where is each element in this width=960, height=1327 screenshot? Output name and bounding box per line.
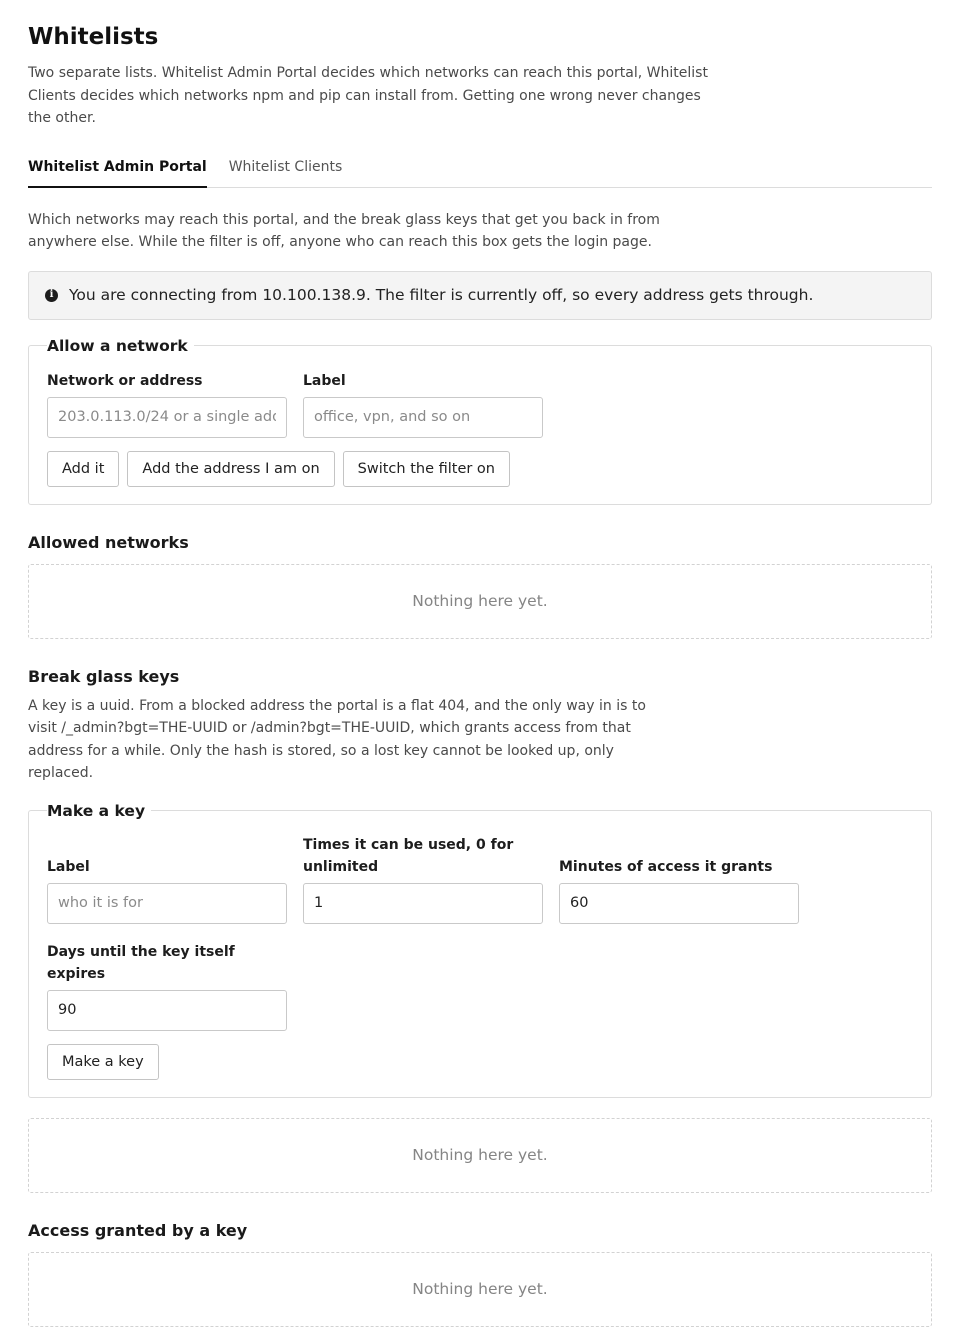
add-network-button[interactable]: Add it (47, 451, 119, 487)
network-input[interactable] (47, 397, 287, 438)
connection-notice (28, 271, 932, 320)
make-key-legend: Make a key (47, 801, 146, 820)
make-key-form (28, 802, 932, 1098)
switch-filter-on-button[interactable]: Switch the filter on (343, 451, 510, 487)
keys-empty: Nothing here yet. (28, 1118, 932, 1193)
allowed-networks-heading: Allowed networks (28, 532, 189, 552)
allowed-networks-empty: Nothing here yet. (28, 564, 932, 639)
connection-notice-text: You are connecting from 10.100.138.9. The filter is currently off, so every address gets through. (69, 286, 814, 304)
network-label-field-label: Label (303, 372, 346, 389)
tab-bar (28, 154, 932, 188)
add-my-address-button[interactable]: Add the address I am on (127, 451, 334, 487)
key-label-input[interactable] (47, 883, 287, 924)
key-minutes-input[interactable] (559, 883, 799, 924)
access-granted-empty: Nothing here yet. (28, 1252, 932, 1327)
key-days-input[interactable] (47, 990, 287, 1031)
allow-network-form (28, 337, 932, 505)
allow-network-legend: Allow a network (47, 336, 188, 355)
page-intro: Two separate lists. Whitelist Admin Portal decides which networks can reach this portal, Whitelist Clients decides which networks npm and pip can install from. Getting one wrong never changes the other. (28, 65, 708, 126)
key-uses-input[interactable] (303, 883, 543, 924)
network-field-label: Network or address (47, 372, 203, 389)
tab-whitelist-admin-portal[interactable]: Whitelist Admin Portal (28, 154, 207, 188)
tab-whitelist-clients[interactable]: Whitelist Clients (228, 158, 343, 175)
info-icon: i (45, 289, 58, 302)
make-key-button[interactable]: Make a key (47, 1044, 159, 1080)
key-uses-field-label: Times it can be used, 0 for unlimited (303, 836, 514, 875)
break-glass-keys-heading: Break glass keys (28, 666, 180, 686)
key-minutes-field-label: Minutes of access it grants (559, 858, 773, 875)
key-days-field-label: Days until the key itself expires (47, 943, 235, 982)
page-title: Whitelists (28, 24, 159, 50)
key-label-field-label: Label (47, 858, 90, 875)
network-label-input[interactable] (303, 397, 543, 438)
access-granted-heading: Access granted by a key (28, 1220, 248, 1240)
admin-description: Which networks may reach this portal, and the break glass keys that get you back in from anywhere else. While the filter is off, anyone who can reach this box gets the login page. (28, 211, 660, 250)
break-glass-keys-description: A key is a uuid. From a blocked address the portal is a flat 404, and the only way in is to visit /_admin?bgt=THE-UUID or /admin?bgt=THE-UUID, which grants access from that address for a while. Only the hash is stored, so a lost key cannot be looked up, only replaced. (28, 697, 646, 781)
